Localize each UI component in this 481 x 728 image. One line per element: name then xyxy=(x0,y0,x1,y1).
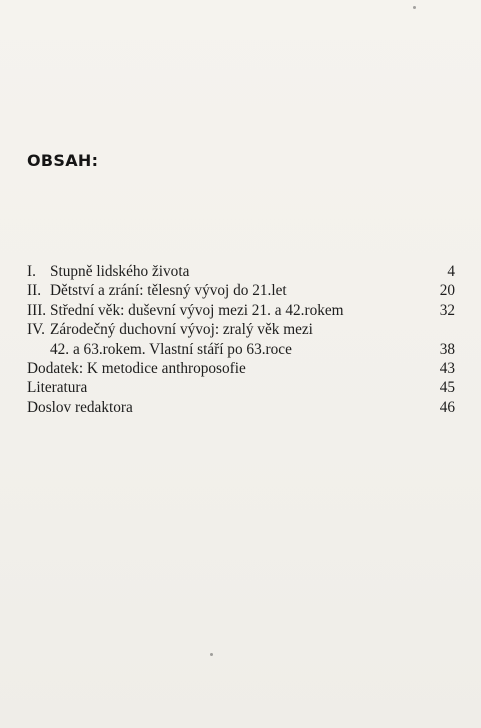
toc-entry-page: 32 xyxy=(439,301,455,319)
toc-entry-title: Střední věk: duševní vývoj mezi 21. a 42.rokem xyxy=(50,301,344,319)
toc-entry-1 xyxy=(27,262,455,281)
paper-speck xyxy=(210,653,213,656)
toc-entry-title: Literatura xyxy=(27,379,88,397)
toc-entry-number: IV. xyxy=(27,321,45,339)
toc-entry-4 xyxy=(27,320,455,339)
toc-entry-number: II. xyxy=(27,282,42,300)
toc-entry-3 xyxy=(27,301,455,320)
toc-entry-title-continuation: 42. a 63.rokem. Vlastní stáří po 63.roce xyxy=(50,340,292,358)
toc-entry-number: III. xyxy=(27,301,47,319)
toc-entry-page: 20 xyxy=(439,282,455,300)
toc-entry-page: 38 xyxy=(439,340,455,358)
toc-entry-title: Zárodečný duchovní vývoj: zralý věk mezi xyxy=(50,321,313,339)
toc-entry-5 xyxy=(27,359,455,378)
contents-heading: OBSAH: xyxy=(27,151,99,170)
toc-entry-6 xyxy=(27,378,455,397)
toc-entry-7 xyxy=(27,398,455,417)
toc-entry-page: 45 xyxy=(439,379,455,397)
toc-entry-title: Doslov redaktora xyxy=(27,398,133,416)
toc-entry-title: Dětství a zrání: tělesný vývoj do 21.let xyxy=(50,282,287,300)
paper-speck xyxy=(413,6,416,9)
toc-entry-title: Dodatek: K metodice anthroposofie xyxy=(27,360,246,378)
toc-entry-2 xyxy=(27,281,455,300)
toc-entry-page: 46 xyxy=(439,398,455,416)
table-of-contents xyxy=(27,262,455,417)
toc-entry-page: 43 xyxy=(439,360,455,378)
toc-entry-number: I. xyxy=(27,263,36,280)
toc-entry-4-continuation xyxy=(27,340,455,359)
toc-entry-title: Stupně lidského života xyxy=(50,263,190,280)
toc-entry-page: 4 xyxy=(447,263,455,280)
